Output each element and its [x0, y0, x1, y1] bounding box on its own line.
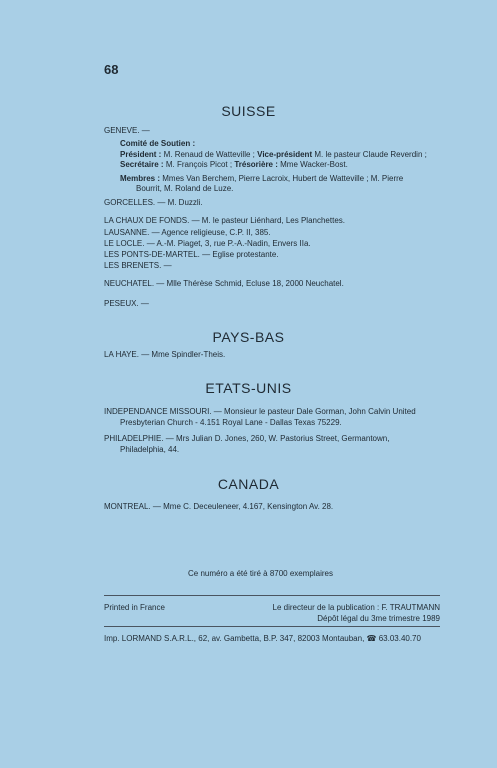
neuchatel-entry: NEUCHATEL. — Mlle Thérèse Schmid, Ecluse 18, 2000 Neuchatel. [104, 279, 344, 288]
heading-suisse: SUISSE [221, 103, 276, 119]
imprimerie-line: Imp. LORMAND S.A.R.L., 62, av. Gambetta, B.P. 347, 82003 Montauban, ☎ 63.03.40.70 [104, 634, 421, 643]
vice-value: M. le pasteur Claude Reverdin ; [314, 150, 427, 159]
locle-entry: LE LOCLE. — A.-M. Piaget, 3, rue P.-A.-Nadin, Envers IIa. [104, 239, 311, 248]
tresoriere-value: Mme Wacker-Bost. [280, 160, 348, 169]
president-value: M. Renaud de Watteville ; [163, 150, 255, 159]
comite-title: Comité de Soutien : [120, 139, 196, 148]
membres-line2: Bourrit, M. Roland de Luze. [136, 184, 234, 193]
page-number: 68 [104, 62, 119, 77]
vice-label: Vice-président [257, 150, 313, 159]
ponts-de-martel-entry: LES PONTS-DE-MARTEL. — Eglise protestante. [104, 250, 279, 259]
peseux-entry: PESEUX. — [104, 299, 149, 308]
secretaire-label: Secrétaire : [120, 160, 164, 169]
tresoriere-label: Trésorière : [234, 160, 278, 169]
president-label: Président : [120, 150, 162, 159]
philadelphie-entry-line1: PHILADELPHIE. — Mrs Julian D. Jones, 260, W. Pastorius Street, Germantown, [104, 434, 390, 443]
geneve-label: GENEVE. — [104, 126, 150, 135]
membres-line1: Mmes Van Berchem, Pierre Lacroix, Hubert de Watteville ; M. Pierre [162, 174, 404, 183]
printed-in-france: Printed in France [104, 603, 165, 612]
la-haye-entry: LA HAYE. — Mme Spindler-Theis. [104, 350, 226, 359]
footer-rule-top [104, 595, 440, 596]
membres-line [120, 174, 403, 184]
montreal-entry: MONTREAL. — Mme C. Deceuleneer, 4.167, Kensington Av. 28. [104, 502, 334, 511]
gorcelles-entry: GORCELLES. — M. Duzzli. [104, 198, 203, 207]
footer-rule-bottom [104, 626, 440, 627]
secretaire-line [120, 160, 348, 170]
secretaire-value: M. François Picot ; [165, 160, 233, 169]
heading-canada: CANADA [217, 476, 280, 492]
tirage-note: Ce numéro a été tiré à 8700 exemplaires [188, 569, 333, 578]
heading-pays-bas: PAYS-BAS [212, 329, 285, 345]
chaux-de-fonds-entry: LA CHAUX DE FONDS. — M. le pasteur Liénhard, Les Planchettes. [104, 216, 345, 225]
lausanne-entry: LAUSANNE. — Agence religieuse, C.P. II, 385. [104, 228, 271, 237]
directeur-publication: Le directeur de la publication : F. TRAUTMANN [272, 603, 440, 612]
brenets-entry: LES BRENETS. — [104, 261, 172, 270]
philadelphie-entry-line2: Philadelphia, 44. [120, 445, 180, 454]
depot-legal: Dépôt légal du 3me trimestre 1989 [317, 614, 440, 623]
heading-etats-unis: ETATS-UNIS [205, 380, 292, 396]
missouri-entry-line1: INDEPENDANCE MISSOURI. — Monsieur le pasteur Dale Gorman, John Calvin United [104, 407, 416, 416]
president-line [120, 150, 427, 160]
membres-label: Membres : [120, 174, 161, 183]
missouri-entry-line2: Presbyterian Church - 4.151 Royal Lane - Dallas Texas 75229. [120, 418, 342, 427]
